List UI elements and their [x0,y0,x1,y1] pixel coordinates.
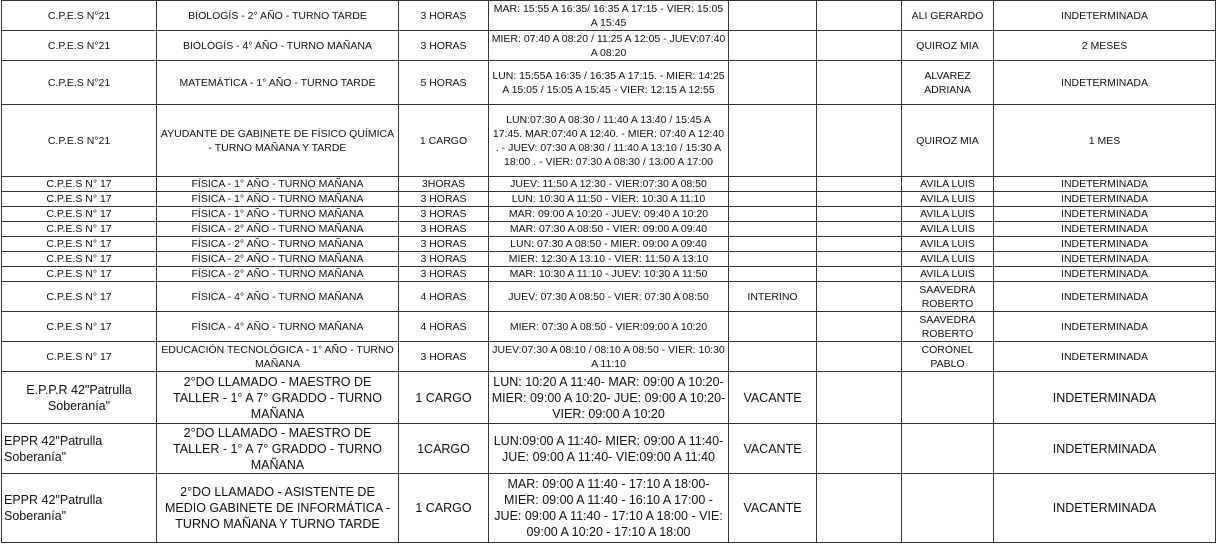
table-row [2,252,1216,267]
load-cell: 3 HORAS [399,222,489,237]
schedule-cell: LUN:07:30 A 08:30 / 11:40 A 13:40 / 15:45 A 17:45. MAR:07:40 A 12:40. - MIER: 07:40 A 12:40 . - JUEV: 07:30 A 08:30 / 11:40 A 13:10 / 15:30 A 18:00 . - VIER: 07:30 A 08:30 / 13:00 A 17:00 [489,105,729,177]
duration-cell: INDETERMINADA [994,207,1216,222]
schedule-cell: LUN:09:00 A 11:40- MIER: 09:00 A 11:40- JUE: 09:00 A 11:40- VIE:09:00 A 11:40 [489,424,729,474]
vacancy-table [1,0,1216,543]
load-cell: 3 HORAS [399,342,489,372]
teacher-cell [902,372,994,424]
schedule-cell: LUN: 15:55A 16:35 / 16:35 A 17:15. - MIER: 14:25 A 15:05 / 15:05 A 15:45 - VIER: 12:15 A 12:55 [489,61,729,105]
subject-cell: MATEMÁTICA - 1° AÑO - TURNO TARDE [157,61,399,105]
subject-cell: FÍSICA - 2° AÑO - TURNO MAÑANA [157,267,399,282]
extra-cell [817,474,902,543]
status-cell [729,237,817,252]
subject-cell: FÍSICA - 2° AÑO - TURNO MAÑANA [157,252,399,267]
table-row [2,372,1216,424]
duration-cell: INDETERMINADA [994,342,1216,372]
status-cell [729,267,817,282]
subject-cell: AYUDANTE DE GABINETE DE FÍSICO QUÍMICA - TURNO MAÑANA Y TARDE [157,105,399,177]
load-cell: 1 CARGO [399,105,489,177]
subject-cell: FÍSICA - 2° AÑO - TURNO MAÑANA [157,222,399,237]
teacher-cell: AVILA LUIS [902,192,994,207]
school-cell: EPPR 42"Patrulla Soberanía" [2,474,157,543]
school-cell: C.P.E.S N° 17 [2,192,157,207]
extra-cell [817,192,902,207]
load-cell: 5 HORAS [399,61,489,105]
status-cell [729,177,817,192]
school-cell: C.P.E.S N°21 [2,1,157,31]
status-cell [729,252,817,267]
teacher-cell: ALVAREZ ADRIANA [902,61,994,105]
teacher-cell: AVILA LUIS [902,207,994,222]
extra-cell [817,252,902,267]
subject-cell: BIOLOGÍS - 2° AÑO - TURNO TARDE [157,1,399,31]
extra-cell [817,1,902,31]
school-cell: C.P.E.S N° 17 [2,342,157,372]
extra-cell [817,61,902,105]
status-cell [729,31,817,61]
school-cell: C.P.E.S N° 17 [2,252,157,267]
school-cell: C.P.E.S N° 17 [2,207,157,222]
teacher-cell: SAAVEDRA ROBERTO [902,282,994,312]
status-cell [729,105,817,177]
teacher-cell: ALI GERARDO [902,1,994,31]
school-cell: EPPR 42"Patrulla Soberanía" [2,424,157,474]
schedule-cell: MIER: 07:30 A 08:50 - VIER:09:00 A 10:20 [489,312,729,342]
status-cell [729,222,817,237]
load-cell: 3 HORAS [399,31,489,61]
teacher-cell: SAAVEDRA ROBERTO [902,312,994,342]
school-cell: C.P.E.S N° 17 [2,267,157,282]
schedule-cell: LUN: 07:30 A 08:50 - MIER: 09:00 A 09:40 [489,237,729,252]
teacher-cell: AVILA LUIS [902,252,994,267]
extra-cell [817,177,902,192]
extra-cell [817,282,902,312]
teacher-cell: AVILA LUIS [902,267,994,282]
schedule-cell: JUEV: 11:50 A 12:30 - VIER:07:30 A 08:50 [489,177,729,192]
table-row [2,312,1216,342]
status-cell [729,61,817,105]
load-cell: 3 HORAS [399,237,489,252]
load-cell: 3 HORAS [399,252,489,267]
table-row [2,474,1216,543]
schedule-cell: MAR: 09:00 A 10:20 - JUEV: 09:40 A 10:20 [489,207,729,222]
duration-cell: INDETERMINADA [994,424,1216,474]
teacher-cell: AVILA LUIS [902,237,994,252]
duration-cell: 2 MESES [994,31,1216,61]
duration-cell: INDETERMINADA [994,1,1216,31]
school-cell: C.P.E.S N° 17 [2,282,157,312]
teacher-cell: AVILA LUIS [902,177,994,192]
status-cell: VACANTE [729,474,817,543]
school-cell: C.P.E.S N° 17 [2,237,157,252]
subject-cell: 2°DO LLAMADO - ASISTENTE DE MEDIO GABINETE DE INFORMÁTICA - TURNO MAÑANA Y TURNO TARDE [157,474,399,543]
school-cell: C.P.E.S N° 17 [2,222,157,237]
duration-cell: INDETERMINADA [994,474,1216,543]
load-cell: 1 CARGO [399,474,489,543]
subject-cell: FÍSICA - 4° AÑO - TURNO MAÑANA [157,312,399,342]
schedule-cell: MAR: 10:30 A 11:10 - JUEV: 10:30 A 11:50 [489,267,729,282]
extra-cell [817,312,902,342]
status-cell [729,342,817,372]
table-row [2,192,1216,207]
table-row [2,267,1216,282]
school-cell: C.P.E.S N°21 [2,61,157,105]
extra-cell [817,342,902,372]
table-row [2,237,1216,252]
school-cell: C.P.E.S N° 17 [2,312,157,342]
duration-cell: INDETERMINADA [994,282,1216,312]
table-row [2,177,1216,192]
teacher-cell [902,474,994,543]
extra-cell [817,267,902,282]
status-cell [729,1,817,31]
subject-cell: FÍSICA - 2° AÑO - TURNO MAÑANA [157,237,399,252]
load-cell: 3 HORAS [399,192,489,207]
load-cell: 4 HORAS [399,312,489,342]
status-cell [729,192,817,207]
subject-cell: 2°DO LLAMADO - MAESTRO DE TALLER - 1° A 7° GRADDO - TURNO MAÑANA [157,424,399,474]
duration-cell: 1 MES [994,105,1216,177]
subject-cell: FÍSICA - 4° AÑO - TURNO MAÑANA [157,282,399,312]
table-row [2,1,1216,31]
table-row [2,31,1216,61]
schedule-cell: JUEV: 07:30 A 08:50 - VIER: 07:30 A 08:50 [489,282,729,312]
teacher-cell: QUIROZ MIA [902,31,994,61]
schedule-cell: LUN: 10:30 A 11:50 - VIER: 10:30 A 11:10 [489,192,729,207]
school-cell: E.P.P.R 42"Patrulla Soberanía" [2,372,157,424]
duration-cell: INDETERMINADA [994,312,1216,342]
teacher-cell: CORONEL PABLO [902,342,994,372]
duration-cell: INDETERMINADA [994,252,1216,267]
table-row [2,222,1216,237]
load-cell: 3HORAS [399,177,489,192]
schedule-cell: LUN: 10:20 A 11:40- MAR: 09:00 A 10:20- MIER: 09:00 A 10:20- JUE: 09:00 A 10:20- VIER: 09:00 A 10:20 [489,372,729,424]
duration-cell: INDETERMINADA [994,372,1216,424]
school-cell: C.P.E.S N° 17 [2,177,157,192]
load-cell: 3 HORAS [399,207,489,222]
load-cell: 4 HORAS [399,282,489,312]
status-cell: VACANTE [729,372,817,424]
table-row [2,342,1216,372]
teacher-cell: AVILA LUIS [902,222,994,237]
table-row [2,61,1216,105]
subject-cell: 2°DO LLAMADO - MAESTRO DE TALLER - 1° A 7° GRADDO - TURNO MAÑANA [157,372,399,424]
load-cell: 1 CARGO [399,372,489,424]
teacher-cell: QUIROZ MIA [902,105,994,177]
extra-cell [817,372,902,424]
subject-cell: FÍSICA - 1° AÑO - TURNO MAÑANA [157,192,399,207]
status-cell: INTERINO [729,282,817,312]
extra-cell [817,424,902,474]
table-row [2,105,1216,177]
table-row [2,282,1216,312]
table-row [2,424,1216,474]
load-cell: 3 HORAS [399,1,489,31]
duration-cell: INDETERMINADA [994,177,1216,192]
extra-cell [817,237,902,252]
schedule-cell: MAR: 15:55 A 16:35/ 16:35 A 17:15 - VIER: 15:05 A 15:45 [489,1,729,31]
extra-cell [817,31,902,61]
duration-cell: INDETERMINADA [994,237,1216,252]
subject-cell: FÍSICA - 1° AÑO - TURNO MAÑANA [157,207,399,222]
table-row [2,207,1216,222]
subject-cell: FÍSICA - 1° AÑO - TURNO MAÑANA [157,177,399,192]
schedule-cell: MAR: 07:30 A 08:50 - VIER: 09:00 A 09:40 [489,222,729,237]
status-cell [729,207,817,222]
duration-cell: INDETERMINADA [994,267,1216,282]
schedule-cell: MAR: 09:00 A 11:40 - 17:10 A 18:00- MIER: 09:00 A 11:40 - 16:10 A 17:00 - JUE: 09:00 A 11:40 - 17:10 A 18:00 - VIE: 09:00 A 10:20 - 17:10 A 18:00 [489,474,729,543]
school-cell: C.P.E.S N°21 [2,31,157,61]
schedule-cell: MIER: 12:30 A 13:10 - VIER: 11:50 A 13:10 [489,252,729,267]
load-cell: 3 HORAS [399,267,489,282]
extra-cell [817,105,902,177]
duration-cell: INDETERMINADA [994,192,1216,207]
subject-cell: BIOLOGÍS - 4° AÑO - TURNO MAÑANA [157,31,399,61]
status-cell [729,312,817,342]
duration-cell: INDETERMINADA [994,222,1216,237]
load-cell: 1CARGO [399,424,489,474]
subject-cell: EDUCACIÓN TECNOLÓGICA - 1° AÑO - TURNO MAÑANA [157,342,399,372]
status-cell: VACANTE [729,424,817,474]
schedule-cell: JUEV:07:30 A 08:10 / 08:10 A 08:50 - VIER: 10:30 A 11:10 [489,342,729,372]
schedule-cell: MIER: 07:40 A 08:20 / 11:25 A 12:05 - JUEV:07:40 A 08:20 [489,31,729,61]
duration-cell: INDETERMINADA [994,61,1216,105]
school-cell: C.P.E.S N°21 [2,105,157,177]
extra-cell [817,207,902,222]
extra-cell [817,222,902,237]
teacher-cell [902,424,994,474]
